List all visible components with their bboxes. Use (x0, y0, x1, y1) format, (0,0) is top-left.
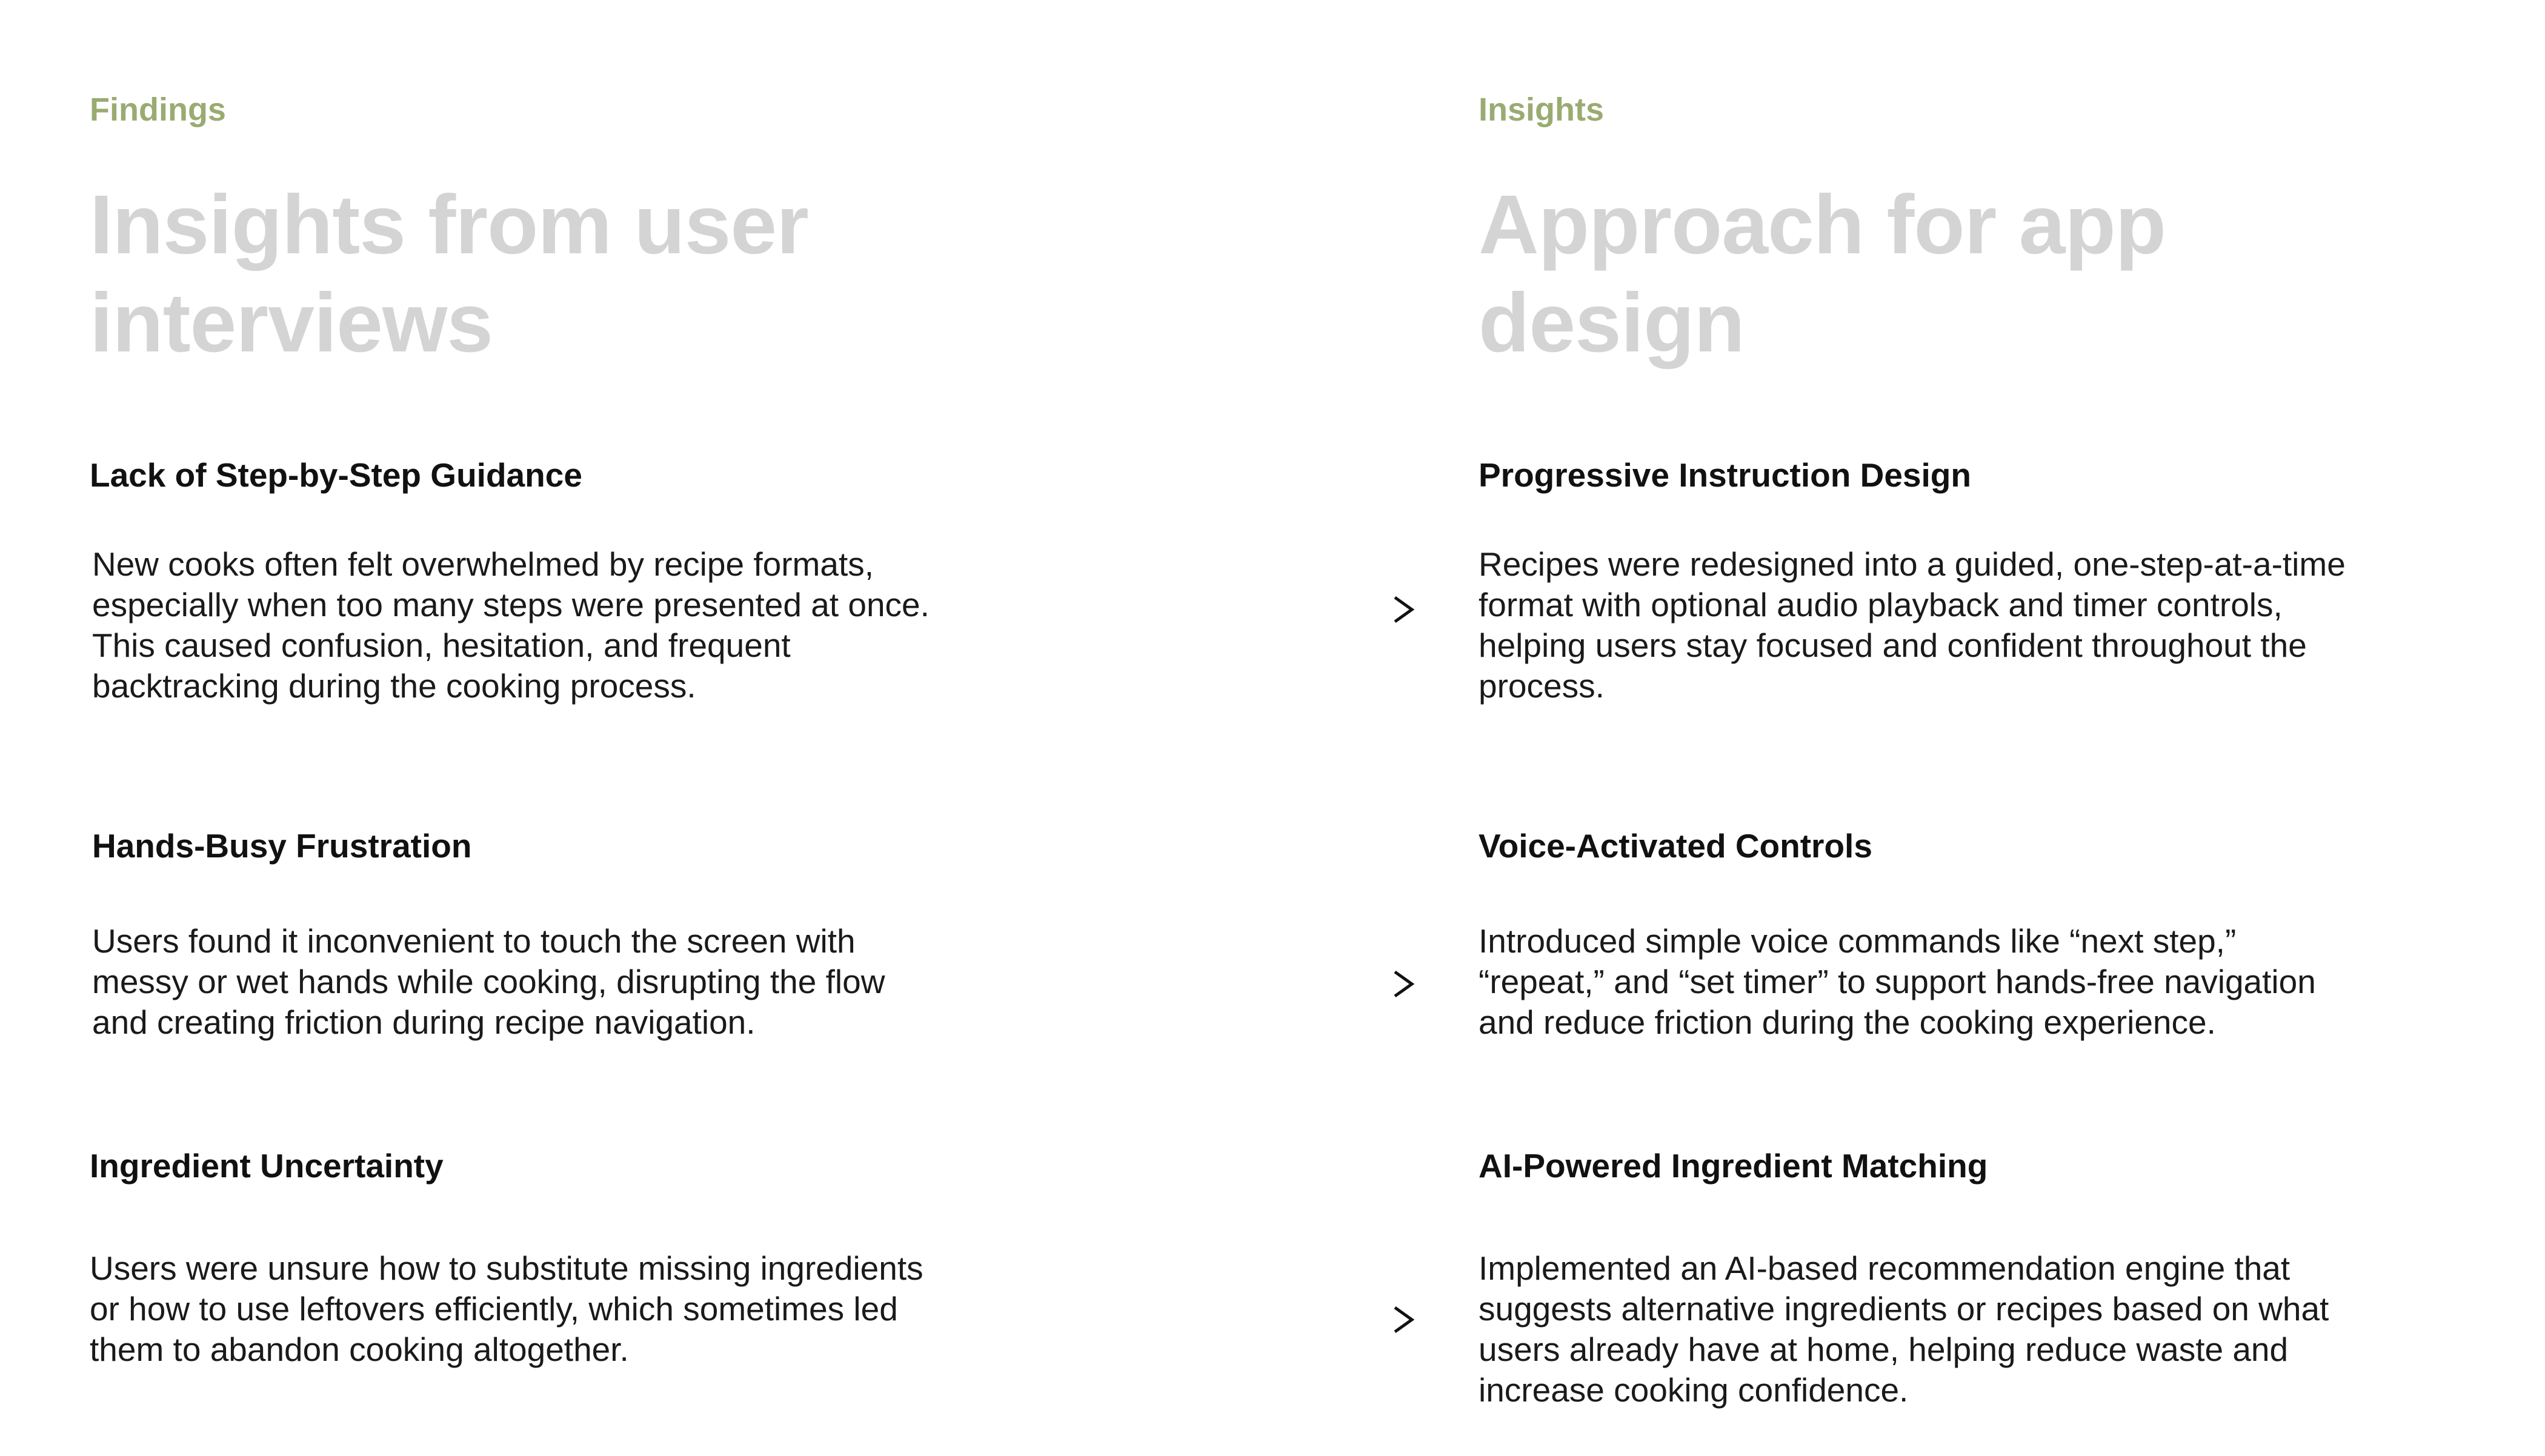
insight-title-2: Voice-Activated Controls (1479, 827, 1872, 865)
insight-title-1: Progressive Instruction Design (1479, 456, 1971, 494)
finding-body-line: them to abandon cooking altogether. (90, 1331, 629, 1368)
findings-eyebrow: Findings (90, 91, 226, 128)
findings-title-line: interviews (90, 276, 493, 370)
insight-body-line: process. (1479, 667, 1605, 705)
findings-title (90, 176, 808, 372)
finding-body-1 (92, 544, 1050, 706)
finding-body-line: messy or wet hands while cooking, disrupting the flow (92, 963, 885, 1000)
finding-body-line: Users found it inconvenient to touch the screen with (92, 922, 856, 960)
insights-title (1479, 176, 2166, 372)
insight-body-line: and reduce friction during the cooking experience. (1479, 1003, 2216, 1041)
right-arrow-icon (1054, 1301, 1418, 1338)
finding-body-line: especially when too many steps were presented at once. (92, 586, 930, 623)
insight-title-3: AI-Powered Ingredient Matching (1479, 1147, 1988, 1185)
finding-body-line: This caused confusion, hesitation, and frequent (92, 627, 791, 664)
insights-eyebrow: Insights (1479, 91, 1605, 128)
insight-body-line: helping users stay focused and confident throughout the (1479, 627, 2307, 664)
findings-title-line: Insights from user (90, 178, 808, 271)
finding-body-2 (92, 921, 1050, 1043)
insight-body-line: format with optional audio playback and timer controls, (1479, 586, 2283, 623)
insight-body-line: Implemented an AI-based recommendation engine that (1479, 1249, 2290, 1287)
finding-body-line: Users were unsure how to substitute missing ingredients (90, 1249, 923, 1287)
finding-body-line: New cooks often felt overwhelmed by recipe formats, (92, 545, 874, 583)
finding-body-3 (90, 1248, 1047, 1370)
finding-body-line: and creating friction during recipe navigation. (92, 1003, 756, 1041)
finding-title-2: Hands-Busy Frustration (92, 827, 472, 865)
insight-body-1 (1479, 544, 2436, 706)
insight-body-line: increase cooking confidence. (1479, 1371, 1909, 1409)
finding-title-1: Lack of Step-by-Step Guidance (90, 456, 582, 494)
insight-body-2 (1479, 921, 2436, 1043)
right-arrow-icon (1054, 591, 1418, 628)
finding-title-3: Ingredient Uncertainty (90, 1147, 444, 1185)
finding-body-line: or how to use leftovers efficiently, which sometimes led (90, 1290, 898, 1328)
insight-body-3 (1479, 1248, 2436, 1411)
insight-body-line: Recipes were redesigned into a guided, one-step-at-a-time (1479, 545, 2346, 583)
finding-body-line: backtracking during the cooking process. (92, 667, 696, 705)
insights-title-line: Approach for app (1479, 178, 2166, 271)
insights-title-line: design (1479, 276, 1745, 370)
insight-body-line: Introduced simple voice commands like “next step,” (1479, 922, 2237, 960)
right-arrow-icon (1054, 966, 1418, 1002)
insight-body-line: suggests alternative ingredients or recipes based on what (1479, 1290, 2329, 1328)
insight-body-line: “repeat,” and “set timer” to support hands-free navigation (1479, 963, 2316, 1000)
insight-body-line: users already have at home, helping reduce waste and (1479, 1331, 2289, 1368)
